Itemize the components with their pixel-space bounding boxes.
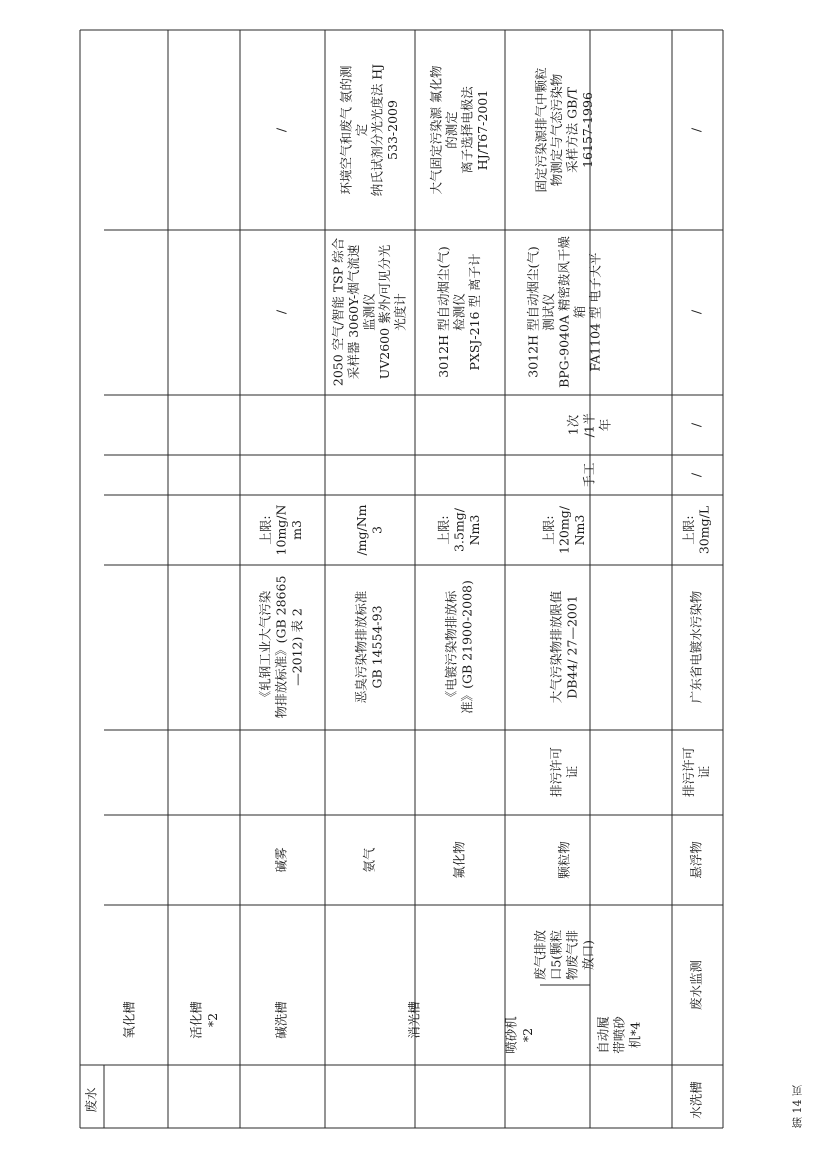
cell-particulate-standard-line: DB44/ 27—2001 (564, 595, 580, 699)
cell-wastewater-standard-line: 广东省电镀水污染物 (688, 590, 704, 704)
cell-fluoride-instrument-line: PXSJ-216 型 离子计 (467, 253, 482, 371)
cell-wastewater-limit-line: 30mg/L (696, 505, 712, 555)
cell-fluoride-method-line: 的测定 (443, 111, 459, 149)
cell-particulate-method-line: 固定污染源排气中颗粒 (533, 67, 549, 193)
cell-sandblaster-line: 喷砂机 (503, 1016, 519, 1054)
cell-wastewater-instrument (689, 309, 704, 314)
cell-particulate-instrument (526, 236, 603, 388)
cell-exhaust-outlet-5 (533, 929, 596, 980)
cell-exhaust-outlet-5-line: 废气排放 (532, 929, 548, 981)
cell-ammonia-method-line: 纳氏试剂分光光度法 HJ (369, 63, 385, 197)
cell-fluoride-limit-line: 上限: (436, 515, 451, 545)
cell-manual (582, 462, 597, 488)
cell-wastewater-limit-line: 上限: (680, 515, 696, 545)
cell-particulate-instrument-line: 3012H 型自动烟尘(气) (525, 246, 541, 378)
cell-particulate-line: 颗粒物 (556, 841, 572, 879)
cell-wastewater-monitoring-line: 废水监测 (688, 959, 704, 1011)
cell-fluoride-standard-line: 《电镀污染物排放标 (443, 590, 459, 704)
cell-ammonia-limit-line: 3 (369, 526, 385, 534)
cell-alkali-method-line: / (273, 127, 289, 133)
cell-suspended-solids (689, 841, 704, 879)
cell-matte-tank-line: 消光槽 (406, 1001, 422, 1039)
cell-frequency (566, 412, 613, 437)
cell-particulate-instrument-line: 箱 (572, 305, 587, 319)
cell-wastewater-group-line: 废水 (83, 1087, 99, 1113)
cell-particulate-method-line: 采样方法 GB/T (564, 87, 580, 173)
cell-wastewater-basis (681, 747, 712, 797)
cell-activation-tank-line: 活化槽 (188, 1001, 204, 1039)
cell-wastewater-method-line: / (688, 127, 704, 133)
cell-frequency-line: 1次 (565, 414, 581, 436)
cell-ammonia-limit-line: /mg/Nm (353, 504, 369, 556)
cell-fluoride-instrument (436, 246, 482, 377)
cell-wastewater-instrument-line: / (688, 309, 704, 315)
cell-ammonia-line: 氨气 (361, 847, 377, 873)
cell-suspended-solids-line: 悬浮物 (688, 841, 704, 879)
cell-wastewater-mode-line: / (688, 472, 704, 478)
cell-wastewater-standard (689, 590, 704, 703)
cell-sandblaster (503, 1016, 535, 1054)
cell-alkali-standard (258, 576, 305, 719)
cell-fluoride-line: 氟化物 (451, 841, 467, 879)
cell-particulate-limit-line: 上限: (541, 515, 556, 545)
cell-manual-line: 手工 (581, 462, 597, 488)
cell-frequency-line: /1半 (581, 412, 597, 438)
cell-exhaust-outlet-5-line: 放口) (580, 940, 596, 970)
cell-alkali-instrument-line: / (273, 309, 289, 315)
cell-alkali-standard-line: 物排放标准》(GB 28665 (273, 575, 289, 719)
cell-wastewater-frequency (689, 422, 704, 427)
cell-matte-tank (407, 1001, 422, 1039)
cell-ammonia-limit (354, 504, 385, 555)
cell-particulate-limit (541, 505, 587, 554)
cell-particulate-instrument-line: 测试仪 (541, 293, 556, 331)
cell-fluoride-method (428, 65, 490, 194)
cell-activation-tank-line: *2 (204, 1012, 220, 1028)
cell-fluoride-standard (444, 580, 475, 714)
cell-alkali-standard-line: —2012) 表 2 (289, 608, 305, 686)
cell-fluoride-method-line: HJ/T67-2001 (474, 89, 490, 171)
cell-particulate-basis-line: 排污许可 (548, 746, 564, 798)
cell-exhaust-outlet-5-line: 物废气排 (564, 929, 580, 981)
cell-particulate-method (533, 67, 595, 193)
cell-exhaust-outlet-5-line: 口5(颗粒 (548, 929, 564, 981)
cell-wastewater-group (84, 1087, 99, 1113)
cell-particulate-instrument-line: BPG-9040A 精密鼓风干燥 (556, 236, 572, 388)
cell-fluoride-instrument-line: 检测仪 (451, 293, 467, 331)
cell-rinse-tank-line: 水洗槽 (688, 1081, 704, 1119)
cell-wastewater-limit (681, 506, 712, 554)
cell-alkali-limit-line: 上限: (258, 515, 273, 545)
cell-alkali-tank (274, 1001, 289, 1039)
cell-particulate-limit-line: 120mg/ (556, 506, 572, 554)
cell-track-sandblaster-line: 带喷砂 (611, 1016, 627, 1054)
cell-track-sandblaster-line: 自动履 (595, 1016, 611, 1054)
cell-particulate-standard (549, 590, 580, 703)
cell-ammonia-standard-line: GB 14554-93 (369, 605, 385, 689)
cell-alkali-mist-line: 碱雾 (273, 847, 289, 873)
page-number: 第 14 页 (791, 1085, 804, 1128)
cell-rinse-tank (689, 1081, 704, 1119)
cell-ammonia-instrument-line: UV2600 紫外/可见分光 (377, 244, 392, 380)
cell-oxidation-tank (122, 1001, 137, 1039)
cell-particulate-method-line: 物测定与气态污染物 (548, 73, 564, 187)
cell-wastewater-mode (689, 472, 704, 477)
cell-alkali-limit (258, 504, 304, 555)
cell-ammonia-instrument-line: 监测仪 (361, 293, 377, 331)
cell-fluoride-method-line: 离子选择电极法 (459, 86, 475, 174)
cell-ammonia-standard-line: 恶臭污染物排放标准 (353, 590, 369, 704)
cell-fluoride-limit-line: Nm3 (467, 514, 482, 546)
cell-ammonia-method (338, 64, 400, 196)
cell-track-sandblaster-line: 机*4 (627, 1021, 643, 1049)
cell-alkali-limit-line: 10mg/N (273, 504, 289, 556)
cell-alkali-limit-line: m3 (289, 520, 304, 540)
cell-alkali-method (274, 127, 289, 132)
cell-particulate (557, 841, 572, 879)
cell-fluoride-limit (436, 507, 482, 552)
cell-ammonia-instrument-line: 光度计 (392, 293, 408, 331)
cell-fluoride (452, 841, 467, 879)
cell-alkali-instrument (274, 309, 289, 314)
cell-wastewater-frequency-line: / (688, 422, 704, 428)
cell-oxidation-tank-line: 氧化槽 (121, 1001, 137, 1039)
cell-fluoride-standard-line: 准》(GB 21900-2008) (459, 580, 475, 714)
cell-activation-tank (188, 1001, 220, 1039)
cell-wastewater-basis-line: 排污许可 (680, 746, 696, 798)
cell-wastewater-monitoring (689, 960, 704, 1010)
cell-particulate-limit-line: Nm3 (572, 514, 587, 546)
cell-frequency-line: 年 (597, 418, 613, 432)
cell-ammonia-instrument (331, 237, 408, 386)
cell-fluoride-instrument-line: 3012H 型自动烟尘(气) (436, 246, 451, 378)
cell-fluoride-limit-line: 3.5mg/ (451, 508, 467, 552)
cell-sandblaster-line: *2 (519, 1027, 535, 1043)
cell-ammonia-method-line: 定 (353, 123, 369, 137)
cell-particulate-basis (549, 747, 580, 797)
cell-ammonia-instrument-line: 采样器 3060Y-烟气流速 (346, 244, 361, 380)
cell-fluoride-method-line: 大气固定污染源 氟化物 (428, 65, 444, 195)
cell-ammonia-standard (354, 590, 385, 703)
cell-alkali-mist (274, 847, 289, 873)
cell-ammonia-method-line: 环境空气和废气 氨的测 (338, 65, 354, 195)
cell-ammonia-instrument-line: 2050 空气/智能 TSP 综合 (330, 237, 346, 387)
cell-wastewater-basis-line: 证 (696, 765, 712, 779)
cell-alkali-tank-line: 碱洗槽 (273, 1001, 289, 1039)
cell-track-sandblaster (596, 1016, 643, 1054)
cell-particulate-standard-line: 大气污染物排放限值 (548, 590, 564, 704)
cell-particulate-basis-line: 证 (564, 765, 580, 779)
cell-ammonia (362, 847, 377, 873)
cell-wastewater-method (689, 127, 704, 132)
cell-particulate-method-line: 16157-1996 (579, 92, 595, 168)
cell-particulate-instrument-line: FA1104 型 电子天平 (587, 252, 603, 372)
cell-ammonia-method-line: 533-2009 (384, 100, 400, 160)
cell-alkali-standard-line: 《轧钢工业大气污染 (257, 590, 273, 704)
